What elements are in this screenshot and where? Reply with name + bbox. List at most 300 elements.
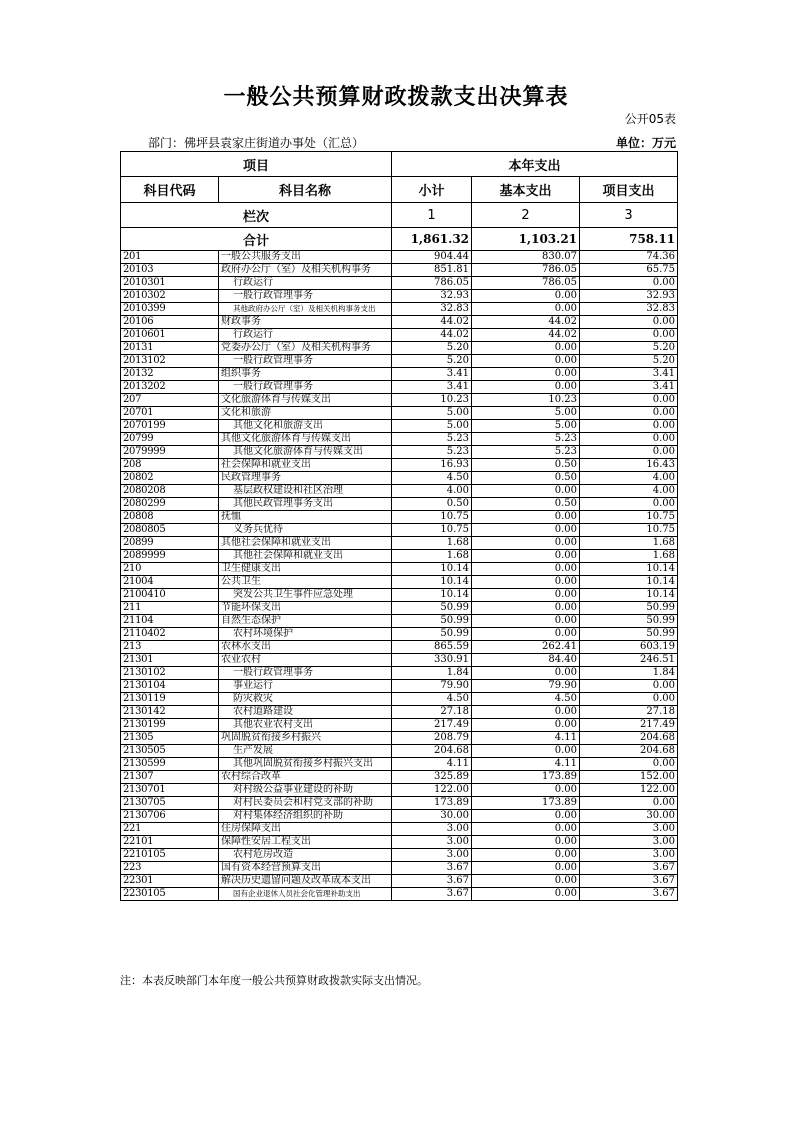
row-subtotal: 50.99 (392, 628, 472, 641)
row-project: 0.00 (580, 329, 678, 342)
page-title: 一般公共预算财政拨款支出决算表 (223, 85, 569, 110)
row-code: 2013102 (121, 355, 219, 368)
row-basic: 0.00 (472, 862, 580, 875)
header-row-2 (121, 177, 678, 203)
row-code: 2130706 (121, 810, 219, 823)
row-basic: 0.00 (472, 485, 580, 498)
row-subtotal: 5.20 (392, 355, 472, 368)
row-project: 3.00 (580, 849, 678, 862)
row-basic: 0.00 (472, 290, 580, 303)
row-subtotal: 32.93 (392, 290, 472, 303)
row-code: 2010601 (121, 329, 219, 342)
row-basic: 0.50 (472, 472, 580, 485)
row-code: 2130199 (121, 719, 219, 732)
total-basic: 1,103.21 (472, 228, 580, 251)
row-basic: 0.00 (472, 602, 580, 615)
row-name: 其他农业农村支出 (219, 719, 392, 732)
row-basic: 0.00 (472, 784, 580, 797)
row-basic: 0.00 (472, 628, 580, 641)
table-row (121, 303, 678, 316)
table-row (121, 654, 678, 667)
row-name: 财政事务 (219, 316, 392, 329)
row-project: 3.00 (580, 836, 678, 849)
row-code: 2130104 (121, 680, 219, 693)
row-basic: 830.07 (472, 251, 580, 264)
row-basic: 0.00 (472, 563, 580, 576)
row-project: 3.00 (580, 823, 678, 836)
row-basic: 5.00 (472, 407, 580, 420)
row-project: 3.67 (580, 875, 678, 888)
row-project: 5.20 (580, 342, 678, 355)
row-basic: 0.00 (472, 667, 580, 680)
row-basic: 0.00 (472, 875, 580, 888)
row-basic: 0.00 (472, 888, 580, 901)
table-row (121, 615, 678, 628)
table-row (121, 420, 678, 433)
row-code: 20808 (121, 511, 219, 524)
table-row (121, 537, 678, 550)
row-subtotal: 10.23 (392, 394, 472, 407)
table-row (121, 576, 678, 589)
table-row (121, 472, 678, 485)
row-project: 1.84 (580, 667, 678, 680)
table-row (121, 602, 678, 615)
row-code: 21004 (121, 576, 219, 589)
row-basic: 0.00 (472, 849, 580, 862)
row-project: 122.00 (580, 784, 678, 797)
row-subtotal: 204.68 (392, 745, 472, 758)
row-subtotal: 10.75 (392, 524, 472, 537)
row-basic: 84.40 (472, 654, 580, 667)
row-basic: 0.00 (472, 550, 580, 563)
header-basic: 基本支出 (472, 177, 580, 203)
table-row (121, 381, 678, 394)
row-code: 207 (121, 394, 219, 407)
table-row (121, 329, 678, 342)
row-basic: 0.00 (472, 836, 580, 849)
row-subtotal: 5.00 (392, 420, 472, 433)
row-project: 3.67 (580, 862, 678, 875)
header-item: 项目 (121, 152, 392, 177)
table-body (121, 251, 678, 901)
row-subtotal: 4.50 (392, 693, 472, 706)
row-name: 组织事务 (219, 368, 392, 381)
table-row (121, 316, 678, 329)
row-code: 2079999 (121, 446, 219, 459)
row-subtotal: 4.11 (392, 758, 472, 771)
row-subtotal: 208.79 (392, 732, 472, 745)
row-code: 21104 (121, 615, 219, 628)
row-basic: 0.00 (472, 823, 580, 836)
row-name: 行政运行 (219, 329, 392, 342)
row-name: 政府办公厅（室）及相关机构事务 (219, 264, 392, 277)
row-basic: 0.00 (472, 511, 580, 524)
row-code: 211 (121, 602, 219, 615)
row-subtotal: 1.68 (392, 537, 472, 550)
row-subtotal: 32.83 (392, 303, 472, 316)
table-row (121, 680, 678, 693)
row-project: 10.75 (580, 524, 678, 537)
table-row (121, 797, 678, 810)
row-code: 2080299 (121, 498, 219, 511)
row-name: 一般公共服务支出 (219, 251, 392, 264)
header-current-year: 本年支出 (392, 152, 678, 177)
row-subtotal: 27.18 (392, 706, 472, 719)
row-code: 20899 (121, 537, 219, 550)
table-row (121, 771, 678, 784)
table-row (121, 251, 678, 264)
row-project: 0.00 (580, 446, 678, 459)
row-subtotal: 1.84 (392, 667, 472, 680)
row-project: 3.41 (580, 368, 678, 381)
row-code: 223 (121, 862, 219, 875)
expenditure-table (120, 151, 678, 901)
total-row (121, 228, 678, 251)
column-index-2: 2 (472, 203, 580, 228)
header-subtotal: 小计 (392, 177, 472, 203)
row-project: 5.20 (580, 355, 678, 368)
total-label: 合计 (121, 228, 392, 251)
table-row (121, 407, 678, 420)
row-project: 32.93 (580, 290, 678, 303)
table-row (121, 589, 678, 602)
column-index-3: 3 (580, 203, 678, 228)
row-basic: 4.11 (472, 732, 580, 745)
row-subtotal: 3.41 (392, 381, 472, 394)
row-name: 农村道路建设 (219, 706, 392, 719)
table-row (121, 433, 678, 446)
row-basic: 10.23 (472, 394, 580, 407)
row-code: 208 (121, 459, 219, 472)
row-subtotal: 173.89 (392, 797, 472, 810)
row-name: 其他巩固脱贫衔接乡村振兴支出 (219, 758, 392, 771)
row-name: 抚恤 (219, 511, 392, 524)
row-code: 20106 (121, 316, 219, 329)
table-row (121, 758, 678, 771)
row-subtotal: 3.67 (392, 875, 472, 888)
row-basic: 44.02 (472, 329, 580, 342)
row-name: 一般行政管理事务 (219, 381, 392, 394)
row-code: 21307 (121, 771, 219, 784)
row-basic: 5.23 (472, 433, 580, 446)
row-basic: 0.50 (472, 459, 580, 472)
row-project: 10.14 (580, 563, 678, 576)
row-code: 2080208 (121, 485, 219, 498)
row-name: 文化和旅游 (219, 407, 392, 420)
row-name: 农村环境保护 (219, 628, 392, 641)
row-basic: 0.00 (472, 745, 580, 758)
table-row (121, 459, 678, 472)
row-project: 65.75 (580, 264, 678, 277)
row-project: 0.00 (580, 680, 678, 693)
row-basic: 262.41 (472, 641, 580, 654)
total-project: 758.11 (580, 228, 678, 251)
table-row (121, 342, 678, 355)
row-basic: 44.02 (472, 316, 580, 329)
row-subtotal: 5.20 (392, 342, 472, 355)
row-name: 文化旅游体育与传媒支出 (219, 394, 392, 407)
row-subtotal: 330.91 (392, 654, 472, 667)
table-row (121, 836, 678, 849)
table-row (121, 667, 678, 680)
header-name: 科目名称 (219, 177, 392, 203)
row-project: 0.00 (580, 498, 678, 511)
row-subtotal: 79.90 (392, 680, 472, 693)
row-project: 0.00 (580, 316, 678, 329)
row-project: 0.00 (580, 394, 678, 407)
row-project: 0.00 (580, 277, 678, 290)
table-row (121, 524, 678, 537)
row-basic: 173.89 (472, 771, 580, 784)
row-name: 其他文化和旅游支出 (219, 420, 392, 433)
row-code: 20701 (121, 407, 219, 420)
row-name: 对村民委员会和村党支部的补助 (219, 797, 392, 810)
footnote: 注：本表反映部门本年度一般公共预算财政拨款实际支出情况。 (120, 974, 428, 987)
total-subtotal: 1,861.32 (392, 228, 472, 251)
table-row (121, 693, 678, 706)
row-subtotal: 1.68 (392, 550, 472, 563)
row-project: 16.43 (580, 459, 678, 472)
row-project: 0.00 (580, 420, 678, 433)
row-subtotal: 5.23 (392, 433, 472, 446)
row-name: 一般行政管理事务 (219, 290, 392, 303)
table-row (121, 290, 678, 303)
row-project: 3.41 (580, 381, 678, 394)
row-basic: 0.00 (472, 719, 580, 732)
column-index-1: 1 (392, 203, 472, 228)
row-name: 解决历史遗留问题及改革成本支出 (219, 875, 392, 888)
row-code: 210 (121, 563, 219, 576)
row-project: 4.00 (580, 472, 678, 485)
row-name: 国有企业退休人员社会化管理补助支出 (219, 888, 392, 901)
row-subtotal: 3.00 (392, 823, 472, 836)
row-name: 其他社会保障和就业支出 (219, 550, 392, 563)
row-name: 一般行政管理事务 (219, 355, 392, 368)
row-subtotal: 851.81 (392, 264, 472, 277)
table-row (121, 849, 678, 862)
row-code: 20799 (121, 433, 219, 446)
table-row (121, 563, 678, 576)
row-name: 农村综合改革 (219, 771, 392, 784)
row-name: 一般行政管理事务 (219, 667, 392, 680)
table-row (121, 511, 678, 524)
row-name: 自然生态保护 (219, 615, 392, 628)
row-code: 2070199 (121, 420, 219, 433)
table-row (121, 719, 678, 732)
row-basic: 0.00 (472, 303, 580, 316)
row-subtotal: 50.99 (392, 615, 472, 628)
row-code: 2089999 (121, 550, 219, 563)
row-code: 2130505 (121, 745, 219, 758)
row-subtotal: 44.02 (392, 329, 472, 342)
row-basic: 0.00 (472, 576, 580, 589)
form-code: 公开05表 (624, 112, 676, 126)
row-basic: 79.90 (472, 680, 580, 693)
row-subtotal: 5.00 (392, 407, 472, 420)
row-basic: 0.00 (472, 381, 580, 394)
row-code: 21301 (121, 654, 219, 667)
header-row-1 (121, 152, 678, 177)
row-subtotal: 4.50 (392, 472, 472, 485)
row-code: 2130119 (121, 693, 219, 706)
row-name: 生产发展 (219, 745, 392, 758)
row-subtotal: 50.99 (392, 602, 472, 615)
row-project: 1.68 (580, 550, 678, 563)
row-code: 2010399 (121, 303, 219, 316)
table-row (121, 355, 678, 368)
row-basic: 4.11 (472, 758, 580, 771)
row-project: 50.99 (580, 602, 678, 615)
row-name: 民政管理事务 (219, 472, 392, 485)
row-subtotal: 122.00 (392, 784, 472, 797)
row-project: 0.00 (580, 693, 678, 706)
row-subtotal: 0.50 (392, 498, 472, 511)
row-name: 事业运行 (219, 680, 392, 693)
table-row (121, 875, 678, 888)
row-project: 0.00 (580, 797, 678, 810)
row-subtotal: 3.67 (392, 862, 472, 875)
row-basic: 173.89 (472, 797, 580, 810)
row-project: 3.67 (580, 888, 678, 901)
row-subtotal: 5.23 (392, 446, 472, 459)
table-row (121, 888, 678, 901)
row-project: 246.51 (580, 654, 678, 667)
row-code: 2130599 (121, 758, 219, 771)
row-code: 22301 (121, 875, 219, 888)
row-subtotal: 10.14 (392, 576, 472, 589)
row-name: 其他社会保障和就业支出 (219, 537, 392, 550)
column-index-row (121, 203, 678, 228)
row-name: 其他政府办公厅（室）及相关机构事务支出 (219, 303, 392, 316)
row-basic: 0.00 (472, 537, 580, 550)
row-basic: 5.23 (472, 446, 580, 459)
table-row (121, 550, 678, 563)
row-subtotal: 30.00 (392, 810, 472, 823)
row-code: 2013202 (121, 381, 219, 394)
row-name: 卫生健康支出 (219, 563, 392, 576)
row-basic: 0.50 (472, 498, 580, 511)
row-basic: 0.00 (472, 368, 580, 381)
row-name: 巩固脱贫衔接乡村振兴 (219, 732, 392, 745)
row-name: 其他文化旅游体育与传媒支出 (219, 433, 392, 446)
table-row (121, 745, 678, 758)
row-basic: 0.00 (472, 342, 580, 355)
row-project: 0.00 (580, 407, 678, 420)
table-row (121, 277, 678, 290)
row-subtotal: 3.67 (392, 888, 472, 901)
row-project: 4.00 (580, 485, 678, 498)
row-name: 社会保障和就业支出 (219, 459, 392, 472)
row-code: 20103 (121, 264, 219, 277)
row-name: 党委办公厅（室）及相关机构事务 (219, 342, 392, 355)
row-code: 221 (121, 823, 219, 836)
table-row (121, 810, 678, 823)
row-code: 2080805 (121, 524, 219, 537)
row-project: 27.18 (580, 706, 678, 719)
row-subtotal: 4.00 (392, 485, 472, 498)
row-project: 10.14 (580, 576, 678, 589)
table-row (121, 732, 678, 745)
row-subtotal: 44.02 (392, 316, 472, 329)
table-row (121, 368, 678, 381)
row-basic: 0.00 (472, 810, 580, 823)
table-row (121, 641, 678, 654)
department-label: 部门：佛坪县袁家庄街道办事处（汇总） (148, 136, 365, 150)
row-project: 50.99 (580, 628, 678, 641)
row-code: 2010301 (121, 277, 219, 290)
row-subtotal: 16.93 (392, 459, 472, 472)
row-subtotal: 3.00 (392, 849, 472, 862)
row-project: 204.68 (580, 745, 678, 758)
row-project: 217.49 (580, 719, 678, 732)
row-code: 2210105 (121, 849, 219, 862)
row-name: 国有资本经营预算支出 (219, 862, 392, 875)
row-basic: 5.00 (472, 420, 580, 433)
table-row (121, 706, 678, 719)
row-name: 其他民政管理事务支出 (219, 498, 392, 511)
table-row (121, 498, 678, 511)
row-code: 2130142 (121, 706, 219, 719)
row-project: 30.00 (580, 810, 678, 823)
row-code: 201 (121, 251, 219, 264)
row-project: 32.83 (580, 303, 678, 316)
row-basic: 0.00 (472, 706, 580, 719)
row-name: 义务兵优待 (219, 524, 392, 537)
row-subtotal: 10.14 (392, 563, 472, 576)
table-row (121, 862, 678, 875)
row-name: 对村级公益事业建设的补助 (219, 784, 392, 797)
row-project: 50.99 (580, 615, 678, 628)
row-subtotal: 3.00 (392, 836, 472, 849)
row-subtotal: 3.41 (392, 368, 472, 381)
row-basic: 0.00 (472, 524, 580, 537)
row-basic: 0.00 (472, 589, 580, 602)
row-name: 行政运行 (219, 277, 392, 290)
table-row (121, 485, 678, 498)
table-row (121, 394, 678, 407)
row-basic: 786.05 (472, 264, 580, 277)
row-code: 20131 (121, 342, 219, 355)
row-name: 对村集体经济组织的补助 (219, 810, 392, 823)
table-row (121, 446, 678, 459)
row-code: 2230105 (121, 888, 219, 901)
table-row (121, 628, 678, 641)
table-row (121, 823, 678, 836)
row-project: 0.00 (580, 433, 678, 446)
header-project: 项目支出 (580, 177, 678, 203)
row-name: 防灾救灾 (219, 693, 392, 706)
row-subtotal: 865.59 (392, 641, 472, 654)
row-code: 2130102 (121, 667, 219, 680)
row-subtotal: 786.05 (392, 277, 472, 290)
row-code: 2010302 (121, 290, 219, 303)
row-code: 2110402 (121, 628, 219, 641)
row-name: 农业农村 (219, 654, 392, 667)
header-code: 科目代码 (121, 177, 219, 203)
row-basic: 0.00 (472, 355, 580, 368)
row-code: 21305 (121, 732, 219, 745)
column-index-label: 栏次 (121, 203, 392, 228)
row-code: 213 (121, 641, 219, 654)
row-name: 住房保障支出 (219, 823, 392, 836)
row-name: 保障性安居工程支出 (219, 836, 392, 849)
row-basic: 4.50 (472, 693, 580, 706)
table-row (121, 264, 678, 277)
row-code: 2130701 (121, 784, 219, 797)
row-name: 基层政权建设和社区治理 (219, 485, 392, 498)
row-project: 0.00 (580, 758, 678, 771)
row-subtotal: 217.49 (392, 719, 472, 732)
